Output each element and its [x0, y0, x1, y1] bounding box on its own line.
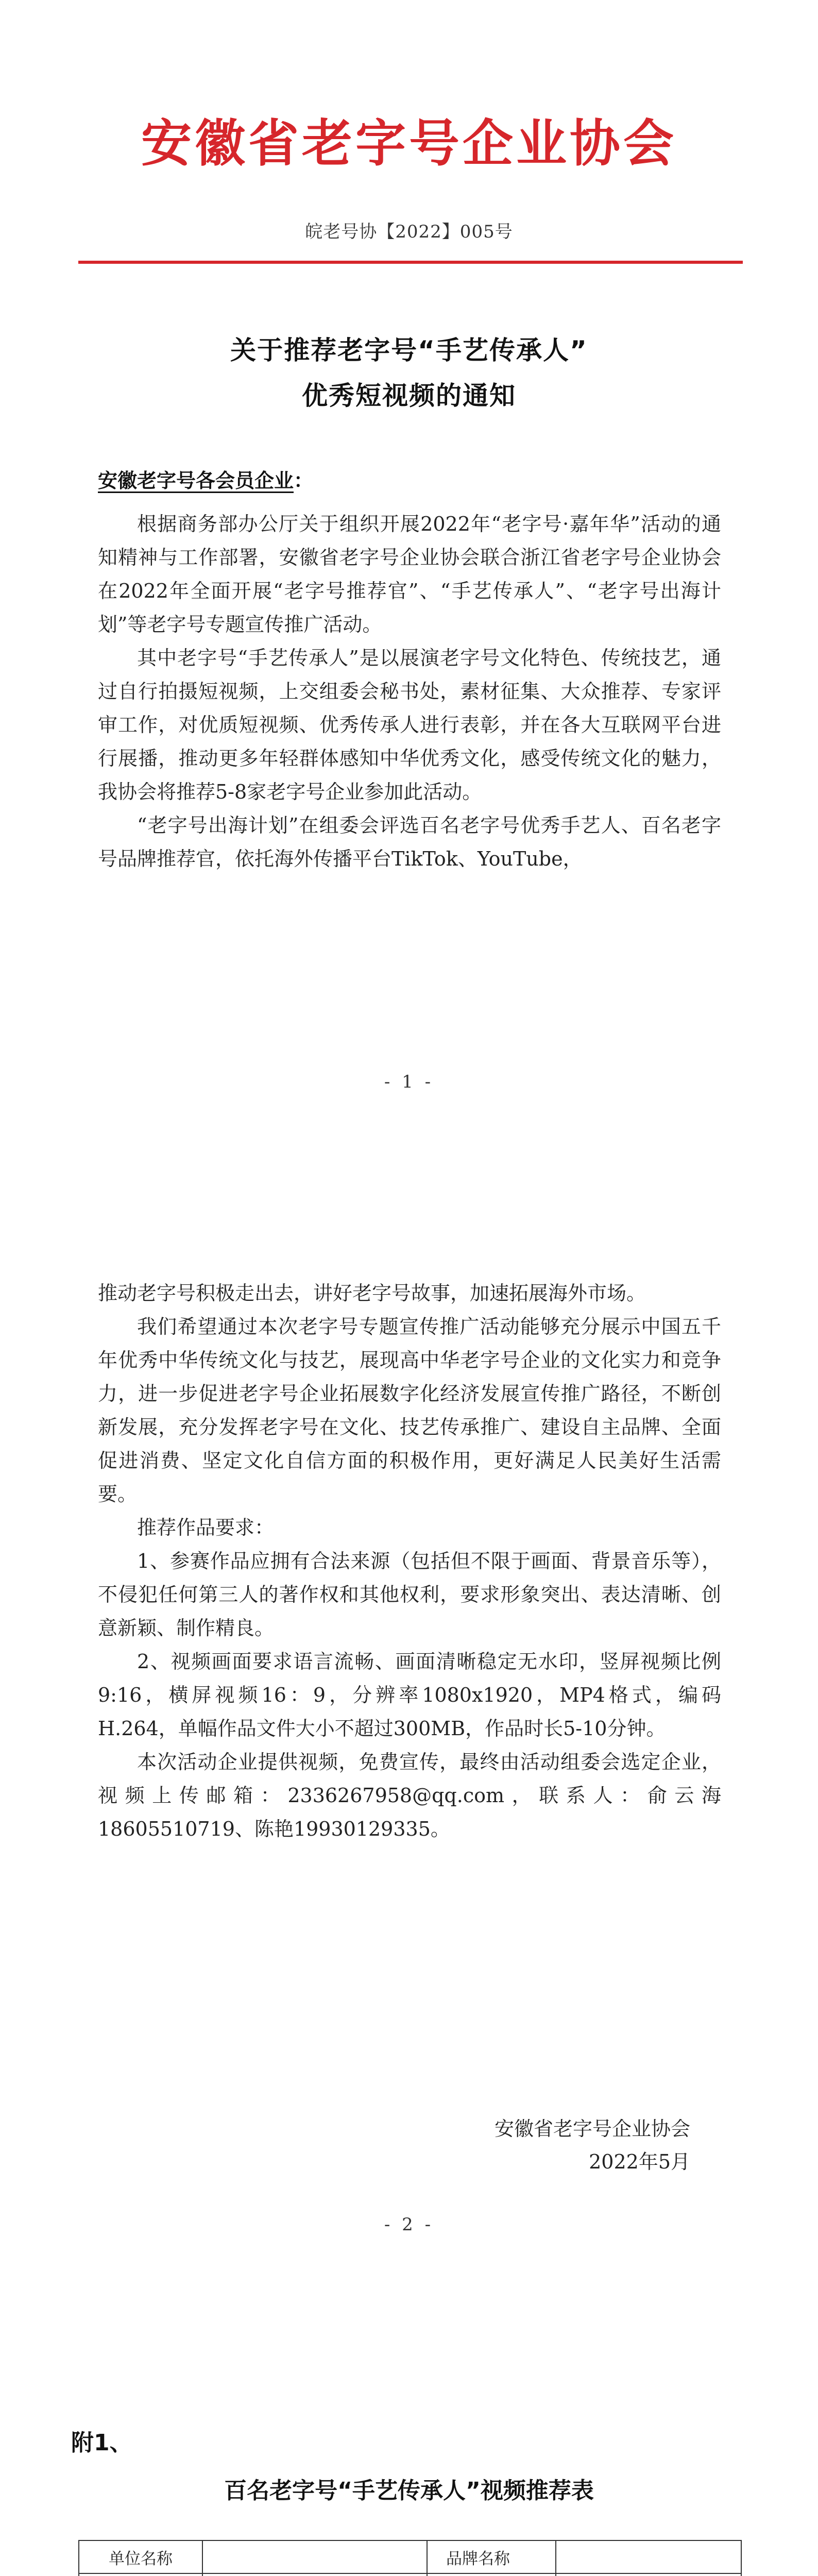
salutation: [98, 465, 313, 493]
field-recognition-org[interactable]: [556, 2573, 741, 2576]
label-brand-name: 品牌名称: [427, 2540, 556, 2573]
paragraph: “老字号出海计划”在组委会评选百名老字号优秀手艺人、百名老字号品牌推荐官，依托海外传播平台TikTok、YouTube，: [98, 814, 721, 870]
salutation-recipient: 安徽老字号各会员企业: [98, 469, 294, 492]
page-number-1: - 1 -: [384, 1072, 434, 1092]
salutation-colon: ：: [294, 469, 314, 492]
paragraph: 推荐作品要求：: [137, 1516, 275, 1539]
table-title: 百名老字号“手艺传承人”视频推荐表: [224, 2478, 594, 2504]
signature-date: 2022年5月: [589, 2150, 690, 2173]
notice-title-line1: 关于推荐老字号“手艺传承人”: [230, 335, 588, 365]
field-recognition-time[interactable]: [202, 2573, 427, 2576]
paragraph: 1、参赛作品应拥有合法来源（包括但不限于画面、背景音乐等），不侵犯任何第三人的著作权和其他权利，要求形象突出、表达清晰、创意新颖、制作精良。: [98, 1550, 721, 1639]
paragraph: 根据商务部办公厅关于组织开展2022年“老字号·嘉年华”活动的通知精神与工作部署，安徽省老字号企业协会联合浙江省老字号企业协会在2022年全面开展“老字号推荐官”、“手艺传承人”、“老字号出海计划”等老字号专题宣传推广活动。: [98, 513, 721, 636]
paragraph: 2、视频画面要求语言流畅、画面清晰稳定无水印，竖屏视频比例9:16，横屏视频16：9，分辨率1080x1920，MP4格式，编码H.264，单幅作品文件大小不超过300MB，作品时长5-10分钟。: [98, 1650, 721, 1740]
notice-title-line2: 优秀短视频的通知: [302, 381, 516, 411]
paragraph: 本次活动企业提供视频，免费宣传，最终由活动组委会选定企业，视频上传邮箱：2336267958@qq.com，联系人：俞云海18605510719、陈艳19930129335。: [98, 1751, 721, 1840]
label-recognition-org: [427, 2573, 556, 2576]
label-unit-name: 单位名称: [79, 2540, 202, 2573]
paragraph: 其中老字号“手艺传承人”是以展演老字号文化特色、传统技艺，通过自行拍摄短视频，上交组委会秘书处，素材征集、大众推荐、专家评审工作，对优质短视频、优秀传承人进行表彰，并在各大互联网平台进行展播，推动更多年轻群体感知中华优秀文化，感受传统文化的魅力，我协会将推荐5-8家老字号企业参加此活动。: [98, 647, 721, 803]
org-title: 安徽省老字号企业协会: [141, 114, 677, 173]
attachment-label: 附1、: [71, 2430, 132, 2456]
signature-org: 安徽省老字号企业协会: [494, 2117, 690, 2140]
page2-body: [98, 1277, 721, 1846]
recommendation-form: [78, 2540, 742, 2576]
form-row: [79, 2540, 741, 2573]
paragraph-continuation: 推动老字号积极走出去，讲好老字号故事，加速拓展海外市场。: [98, 1282, 646, 1304]
page-number-2: - 2 -: [384, 2214, 434, 2235]
label-recognition-time: [79, 2573, 202, 2576]
page1-body: [98, 507, 721, 876]
paragraph: 我们希望通过本次老字号专题宣传推广活动能够充分展示中国五千年优秀中华传统文化与技艺，展现高中华老字号企业的文化实力和竞争力，进一步促进老字号企业拓展数字化经济发展宣传推广路径，不断创新发展，充分发挥老字号在文化、技艺传承推广、建设自主品牌、全面促进消费、坚定文化自信方面的积极作用，更好满足人民美好生活需要。: [98, 1315, 721, 1505]
signature-block: [464, 2112, 690, 2178]
field-brand-name[interactable]: [556, 2540, 741, 2573]
document-number: 皖老号协【2022】005号: [305, 222, 513, 242]
form-row: [79, 2573, 741, 2576]
red-divider: [78, 261, 743, 264]
field-unit-name[interactable]: [202, 2540, 427, 2573]
